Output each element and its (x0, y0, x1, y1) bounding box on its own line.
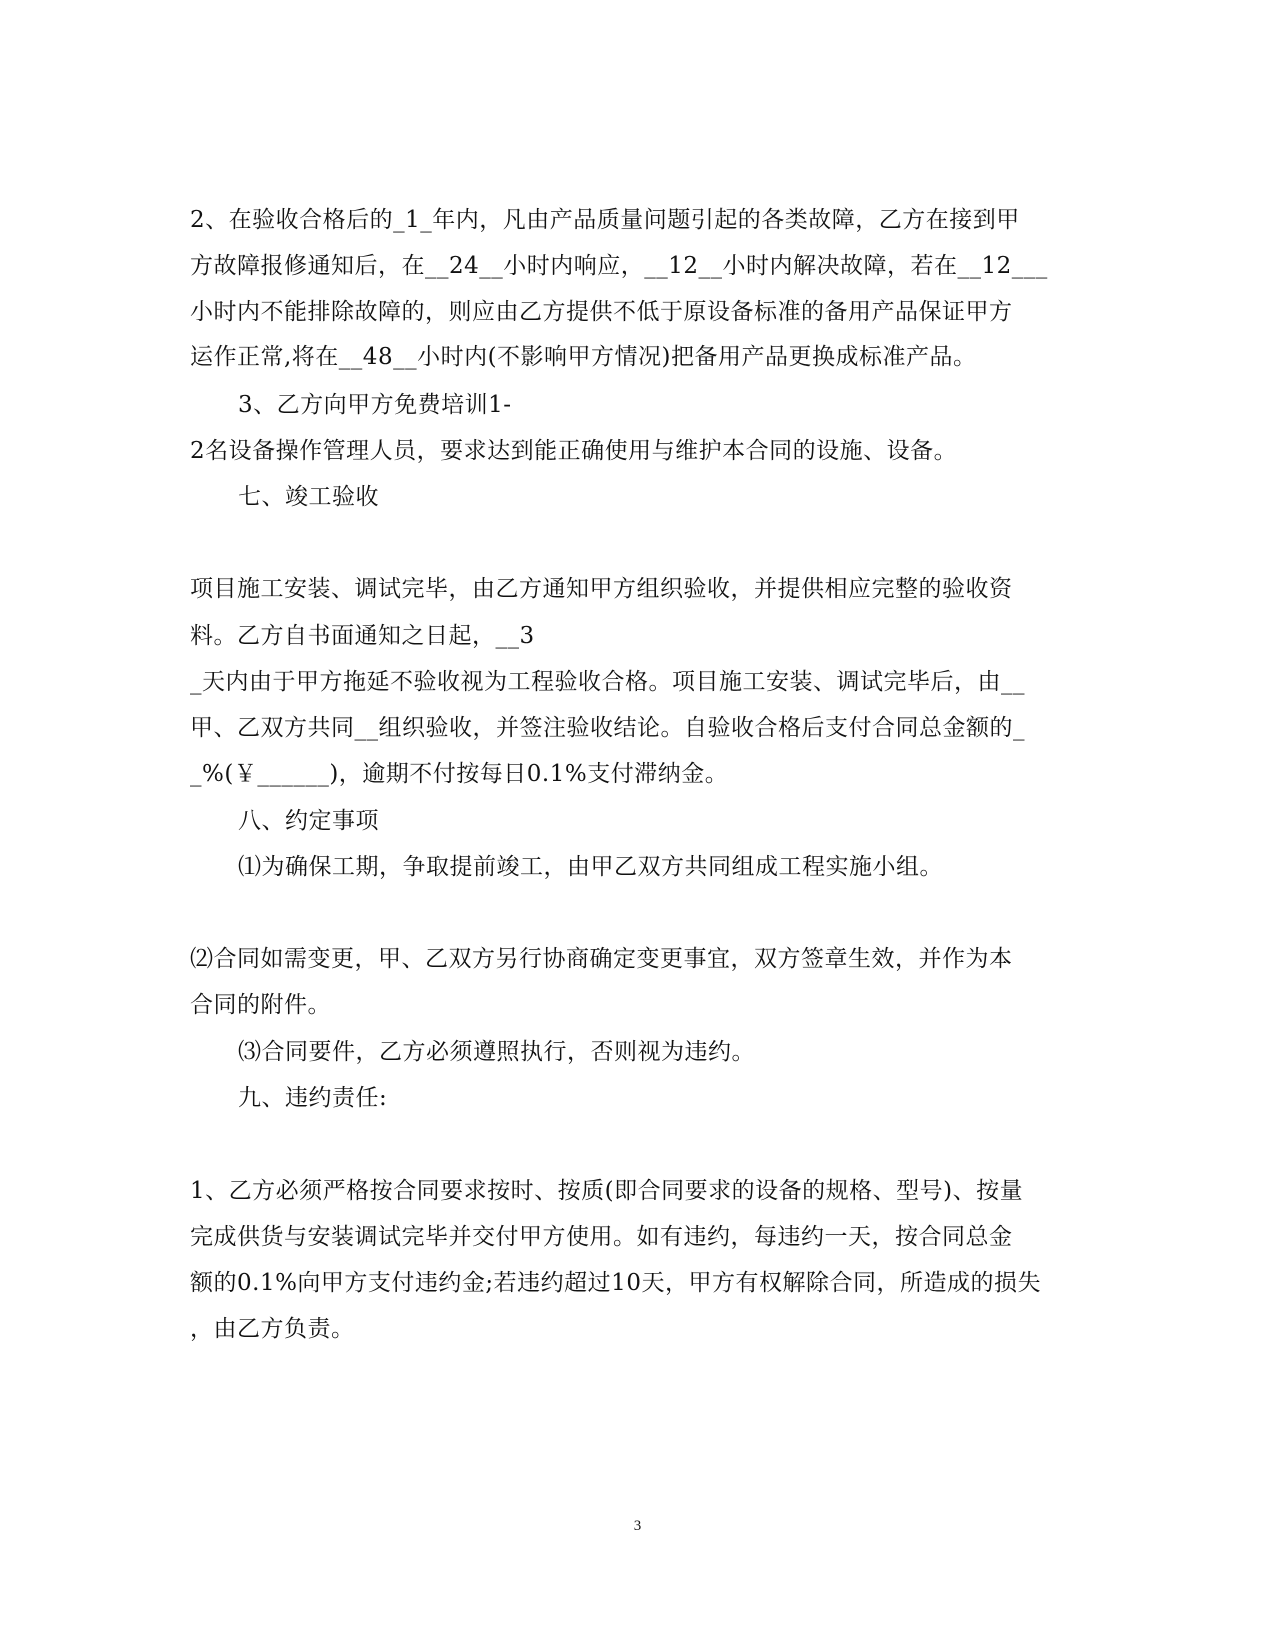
paragraph-line: 2、在验收合格后的_1_年内，凡由产品质量问题引起的各类故障，乙方在接到甲 (190, 207, 1020, 233)
paragraph-line: 2名设备操作管理人员，要求达到能正确使用与维护本合同的设施、设备。 (190, 438, 958, 464)
paragraph-line: 料。乙方自书面通知之日起，__3 (190, 623, 535, 649)
paragraph-line: 完成供货与安装调试完毕并交付甲方使用。如有违约，每违约一天，按合同总金 (190, 1224, 1013, 1250)
paragraph-line: 运作正常,将在__48__小时内(不影响甲方情况)把备用产品更换成标准产品。 (190, 344, 977, 370)
paragraph-line: _%(￥______)，逾期不付按每日0.1%支付滞纳金。 (190, 761, 729, 787)
paragraph-line: 项目施工安装、调试完毕，由乙方通知甲方组织验收，并提供相应完整的验收资 (190, 576, 1013, 602)
page-number: 3 (633, 1518, 642, 1534)
paragraph-line: ，由乙方负责。 (190, 1316, 355, 1342)
paragraph-line: 甲、乙双方共同__组织验收，并签注验收结论。自验收合格后支付合同总金额的_ (190, 715, 1025, 741)
paragraph-line: 3、乙方向甲方免费培训1- (238, 392, 512, 418)
paragraph-line: 合同的附件。 (190, 992, 331, 1018)
paragraph-line: 方故障报修通知后，在__24__小时内响应，__12__小时内解决故障，若在__12___ (190, 253, 1048, 279)
section-heading: 八、约定事项 (238, 808, 379, 834)
section-heading: 七、竣工验收 (238, 484, 379, 510)
paragraph-line: ⑴为确保工期，争取提前竣工，由甲乙双方共同组成工程实施小组。 (238, 854, 943, 880)
paragraph-line: ⑶合同要件，乙方必须遵照执行，否则视为违约。 (238, 1039, 755, 1065)
paragraph-line: 1、乙方必须严格按合同要求按时、按质(即合同要求的设备的规格、型号)、按量 (190, 1178, 1024, 1204)
paragraph-line: 额的0.1%向甲方支付违约金;若违约超过10天，甲方有权解除合同，所造成的损失 (190, 1270, 1041, 1296)
paragraph-line: _天内由于甲方拖延不验收视为工程验收合格。项目施工安装、调试完毕后，由__ (190, 669, 1025, 695)
paragraph-line: 小时内不能排除故障的，则应由乙方提供不低于原设备标准的备用产品保证甲方 (190, 299, 1013, 325)
section-heading: 九、违约责任: (238, 1085, 388, 1111)
paragraph-line: ⑵合同如需变更，甲、乙双方另行协商确定变更事宜，双方签章生效，并作为本 (190, 946, 1013, 972)
